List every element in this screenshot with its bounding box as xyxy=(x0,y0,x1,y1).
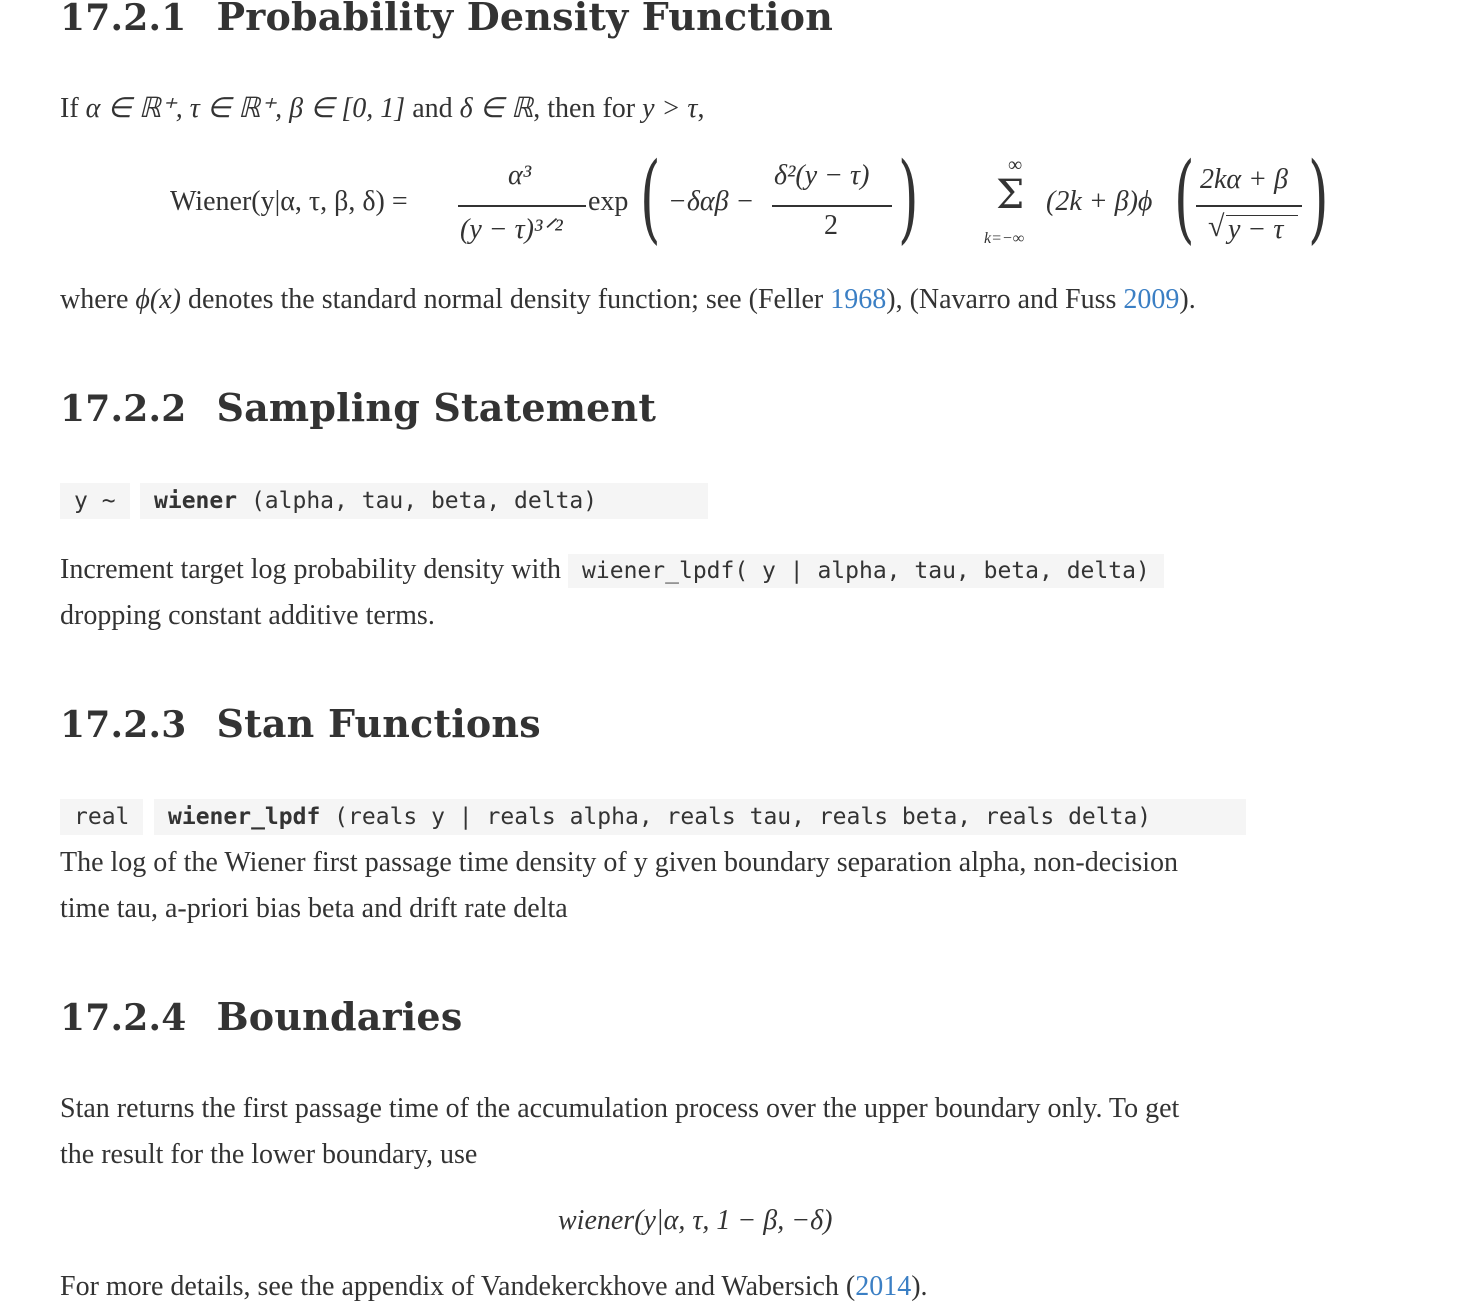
math-delta: δ ∈ ℝ xyxy=(459,93,534,124)
sqrt-icon: √ xyxy=(1208,210,1225,243)
boundaries-text-line1: Stan returns the first passage time of the accumulation process over the upper boundary only. To get xyxy=(60,1093,1180,1124)
citation-vandekerckhove-link[interactable]: 2014 xyxy=(855,1271,912,1302)
section-number: 17.2.1 xyxy=(60,0,187,39)
sum-icon: Σ xyxy=(996,172,1025,218)
formula-lhs: Wiener(y|α, τ, β, δ) = xyxy=(170,186,408,217)
code-sampling-call xyxy=(140,483,708,519)
code-return-type: real xyxy=(60,799,143,835)
pdf-where: where ϕ(x) denotes the standard normal density function; see (Feller 1968), (Navarro and Fuss 2009). xyxy=(60,284,1196,315)
sampling-description-cont: dropping constant additive terms. xyxy=(60,600,435,631)
section-heading-pdf xyxy=(60,0,833,39)
lower-boundary-formula: wiener(y|α, τ, 1 − β, −δ) xyxy=(558,1205,833,1236)
left-paren-icon: ( xyxy=(1174,142,1195,254)
sum-upper: ∞ xyxy=(1008,154,1023,176)
boundaries-more-details: For more details, see the appendix of Vandekerckhove and Wabersich (2014). xyxy=(60,1271,928,1302)
section-heading-boundaries xyxy=(60,994,462,1039)
code-function-name: wiener xyxy=(154,488,238,514)
formula-term1: −δαβ − xyxy=(668,186,755,217)
fraction-bar xyxy=(772,205,892,207)
math-phi: ϕ(x) xyxy=(135,284,181,315)
fraction-bar xyxy=(1196,205,1302,207)
code-function-args: (reals y | reals alpha, reals tau, reals beta, reals delta) xyxy=(320,804,1152,830)
code-function-args: (alpha, tau, beta, delta) xyxy=(237,488,598,514)
section-heading-stan-functions xyxy=(60,701,541,746)
frac2-numerator: δ²(y − τ) xyxy=(774,160,870,191)
math-y-gt-tau: y > τ xyxy=(642,93,698,124)
section-title: Probability Density Function xyxy=(216,0,834,39)
code-sampling-lhs: y ~ xyxy=(60,483,130,519)
code-function-name: wiener_lpdf xyxy=(168,804,321,830)
math-conditions: α ∈ ℝ⁺, τ ∈ ℝ⁺, β ∈ [0, 1] xyxy=(85,93,406,124)
code-function-signature xyxy=(154,799,1246,835)
section-heading-sampling xyxy=(60,385,656,430)
left-paren-icon: ( xyxy=(640,142,661,254)
sampling-description: Increment target log probability density with wiener_lpdf( y | alpha, tau, beta, delta) xyxy=(60,547,1164,594)
section-number: 17.2.3 xyxy=(60,704,187,746)
frac1-denominator: (y − τ)³ᐟ² xyxy=(460,214,563,245)
function-description-line2: time tau, a-priori bias beta and drift rate delta xyxy=(60,893,568,924)
frac3-denominator: y − τ xyxy=(1228,214,1284,245)
sum-lower: k=−∞ xyxy=(984,230,1025,247)
function-description-line1: The log of the Wiener first passage time density of y given boundary separation alpha, non-decision xyxy=(60,847,1179,878)
wiener-density-formula xyxy=(170,142,1329,260)
section-title: Sampling Statement xyxy=(216,385,657,430)
section-title: Stan Functions xyxy=(216,701,541,746)
pdf-intro: If α ∈ ℝ⁺, τ ∈ ℝ⁺, β ∈ [0, 1] and δ ∈ ℝ, then for y > τ, xyxy=(60,93,705,124)
frac2-denominator: 2 xyxy=(824,210,838,241)
frac3-numerator: 2kα + β xyxy=(1200,164,1288,195)
formula-term2: (2k + β)ϕ xyxy=(1046,186,1153,217)
section-title: Boundaries xyxy=(216,994,463,1039)
fraction-bar xyxy=(458,205,586,207)
exp-label: exp xyxy=(588,186,629,217)
boundaries-text-line2: the result for the lower boundary, use xyxy=(60,1139,478,1170)
right-paren-icon: ) xyxy=(1308,142,1329,254)
right-paren-icon: ) xyxy=(898,142,919,254)
frac1-numerator: α³ xyxy=(508,160,532,191)
citation-feller-link[interactable]: 1968 xyxy=(830,284,887,315)
inline-code-lpdf: wiener_lpdf( y | alpha, tau, beta, delta) xyxy=(568,554,1164,588)
citation-navarro-link[interactable]: 2009 xyxy=(1123,284,1180,315)
section-number: 17.2.4 xyxy=(60,997,187,1039)
section-number: 17.2.2 xyxy=(60,388,187,430)
